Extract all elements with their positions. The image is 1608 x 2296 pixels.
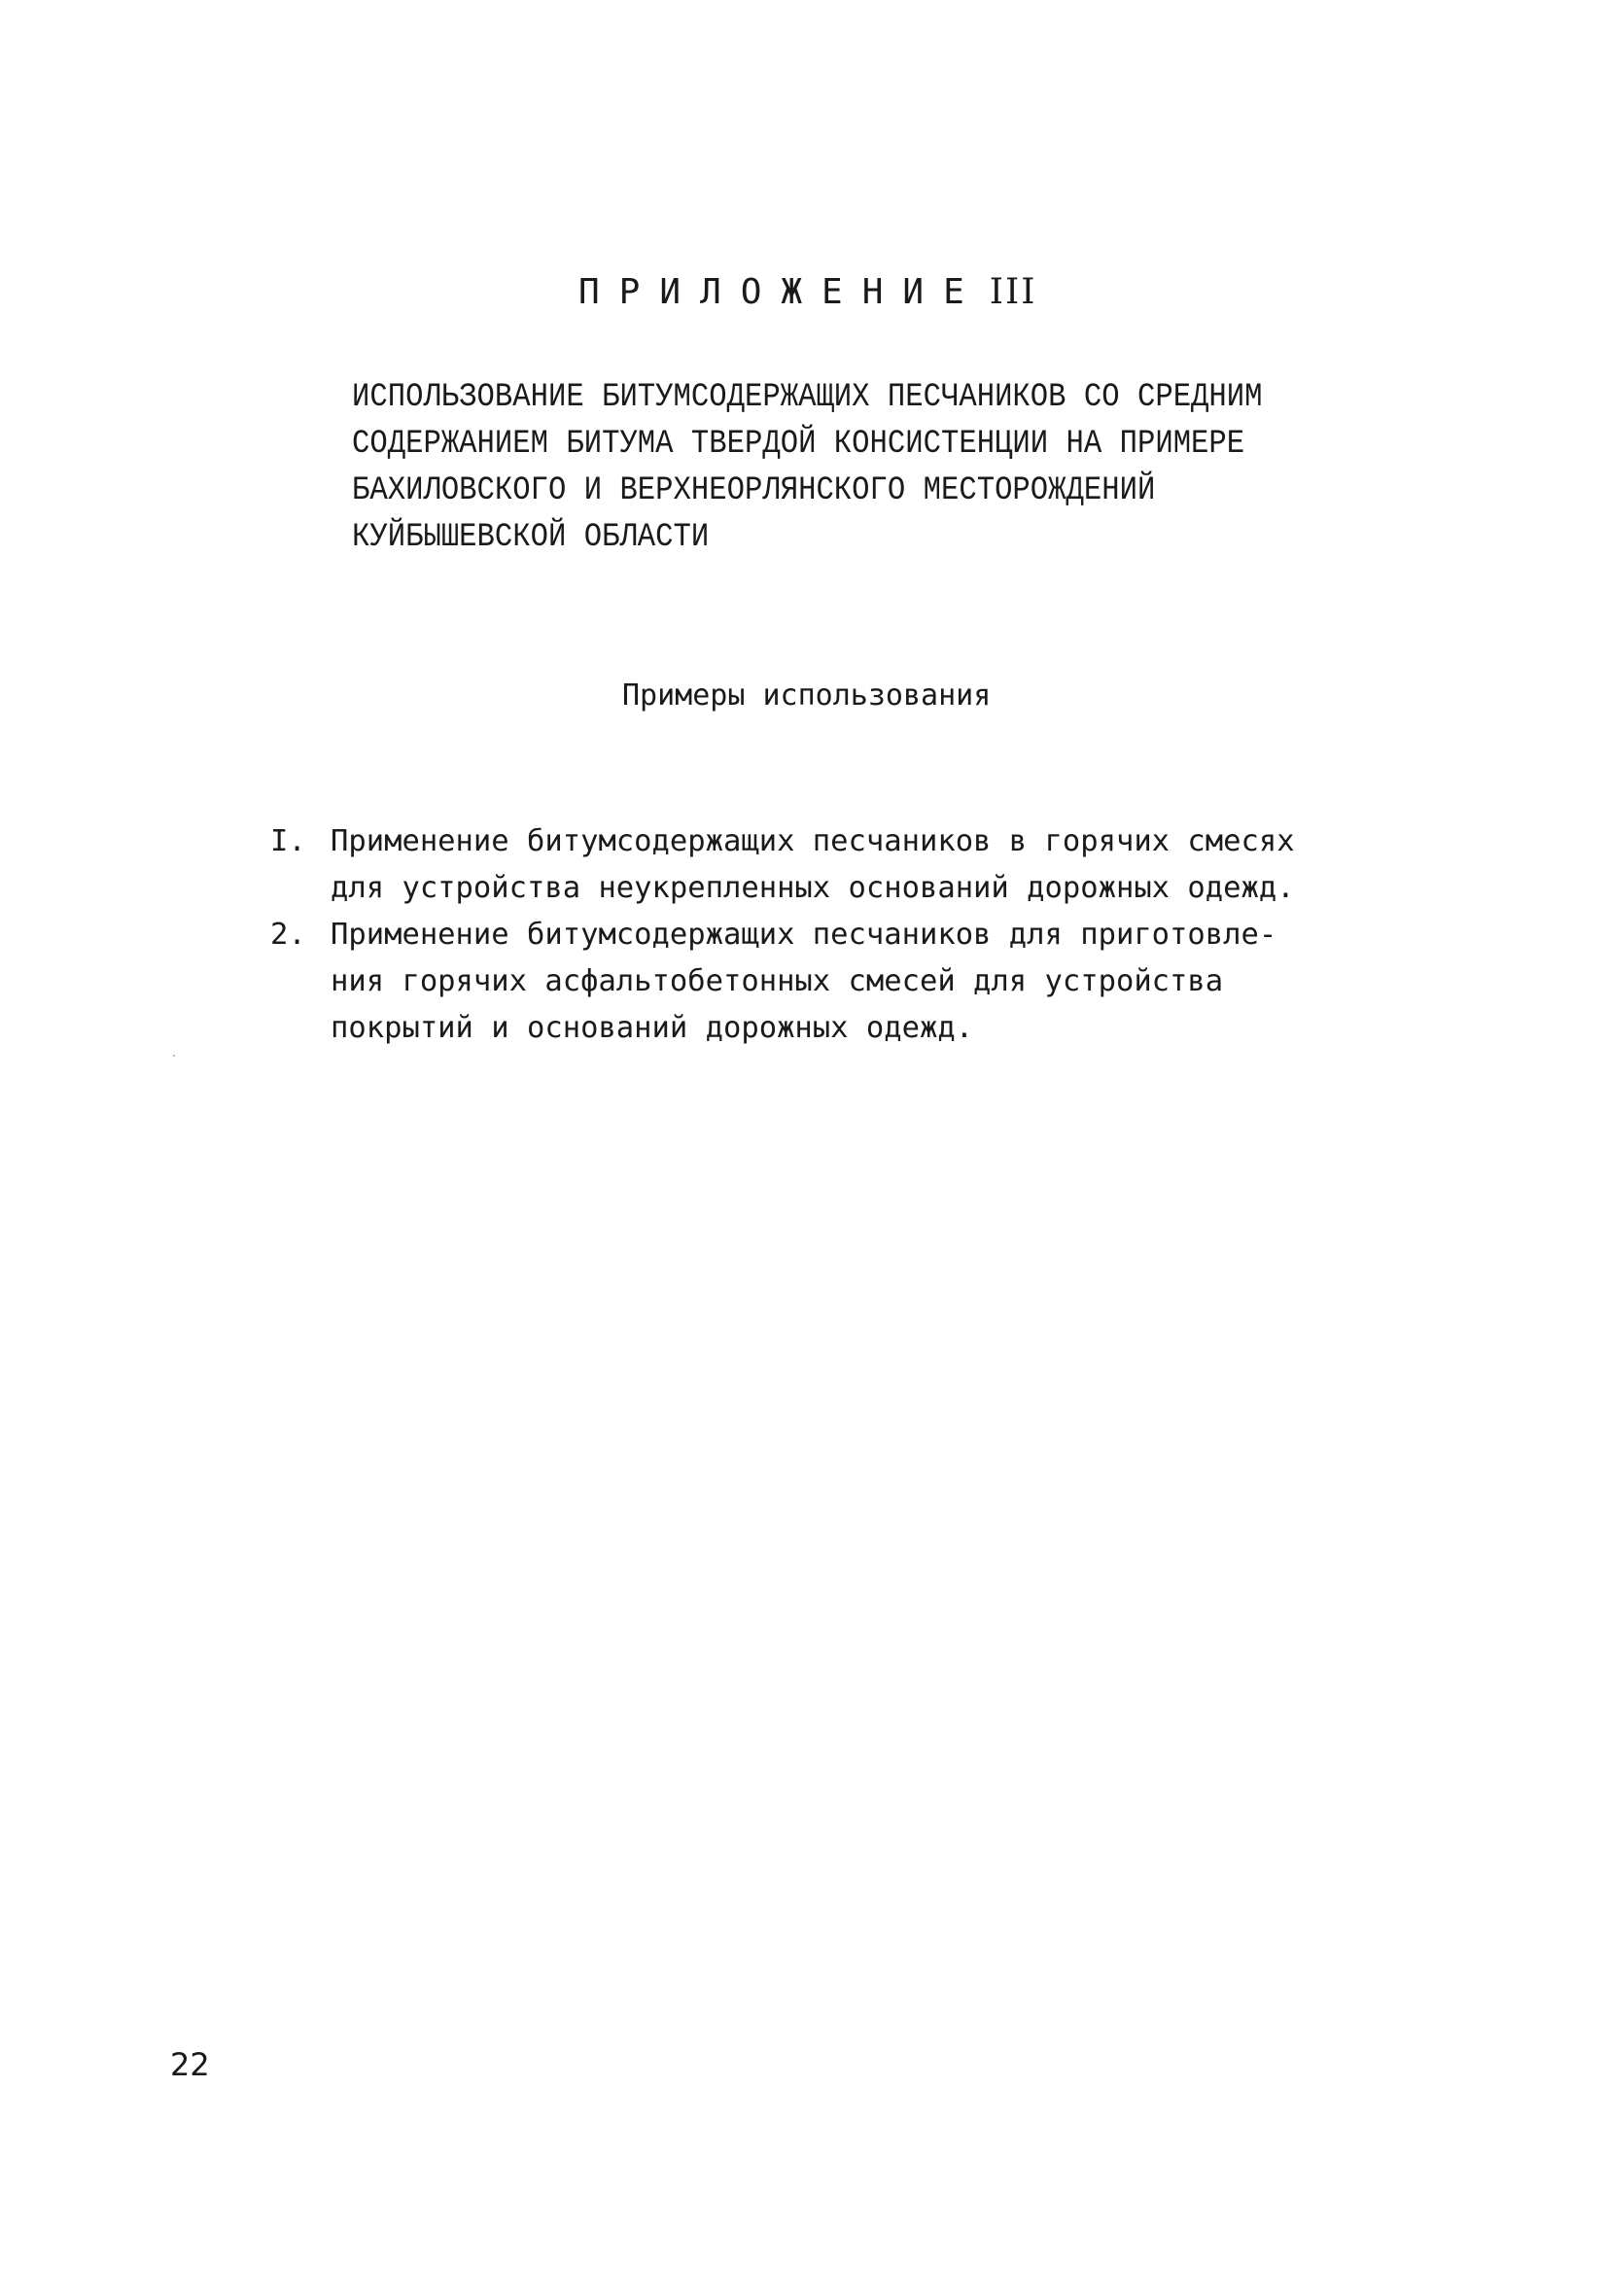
margin-dot [173,1055,175,1057]
list-item-number: 2. [270,918,306,952]
list-item [270,912,1295,1052]
list-item-number: I. [270,824,306,858]
title-line: ИСПОЛЬЗОВАНИЕ БИТУМСОДЕРЖАЩИХ ПЕСЧАНИКОВ СО СРЕДНИМ [352,379,1263,416]
document-title [352,374,1279,561]
appendix-heading [578,272,1036,312]
examples-list [270,818,1295,1052]
title-line: БАХИЛОВСКОГО И ВЕРХНЕОРЛЯНСКОГО МЕСТОРОЖДЕНИЙ [352,472,1156,509]
list-item-line: Применение битумсодержащих песчаников в горячих смесях [331,824,1295,858]
list-item-line: Применение битумсодержащих песчаников для приготовле- [331,918,1277,952]
list-item [270,818,1295,912]
appendix-number: III [989,272,1037,312]
title-line: КУЙБЫШЕВСКОЙ ОБЛАСТИ [352,519,710,556]
appendix-word: ПРИЛОЖЕНИЕ [578,272,984,312]
list-item-line: для устройства неукрепленных оснований дорожных одежд. [331,871,1295,905]
list-item-line: покрытий и оснований дорожных одежд. [331,1011,974,1045]
section-subheading: Примеры использования [622,678,992,713]
page-number: 22 [170,2046,210,2083]
title-line: СОДЕРЖАНИЕМ БИТУМА ТВЕРДОЙ КОНСИСТЕНЦИИ НА ПРИМЕРЕ [352,426,1245,463]
list-item-line: ния горячих асфальтобетонных смесей для устройства [331,964,1224,998]
